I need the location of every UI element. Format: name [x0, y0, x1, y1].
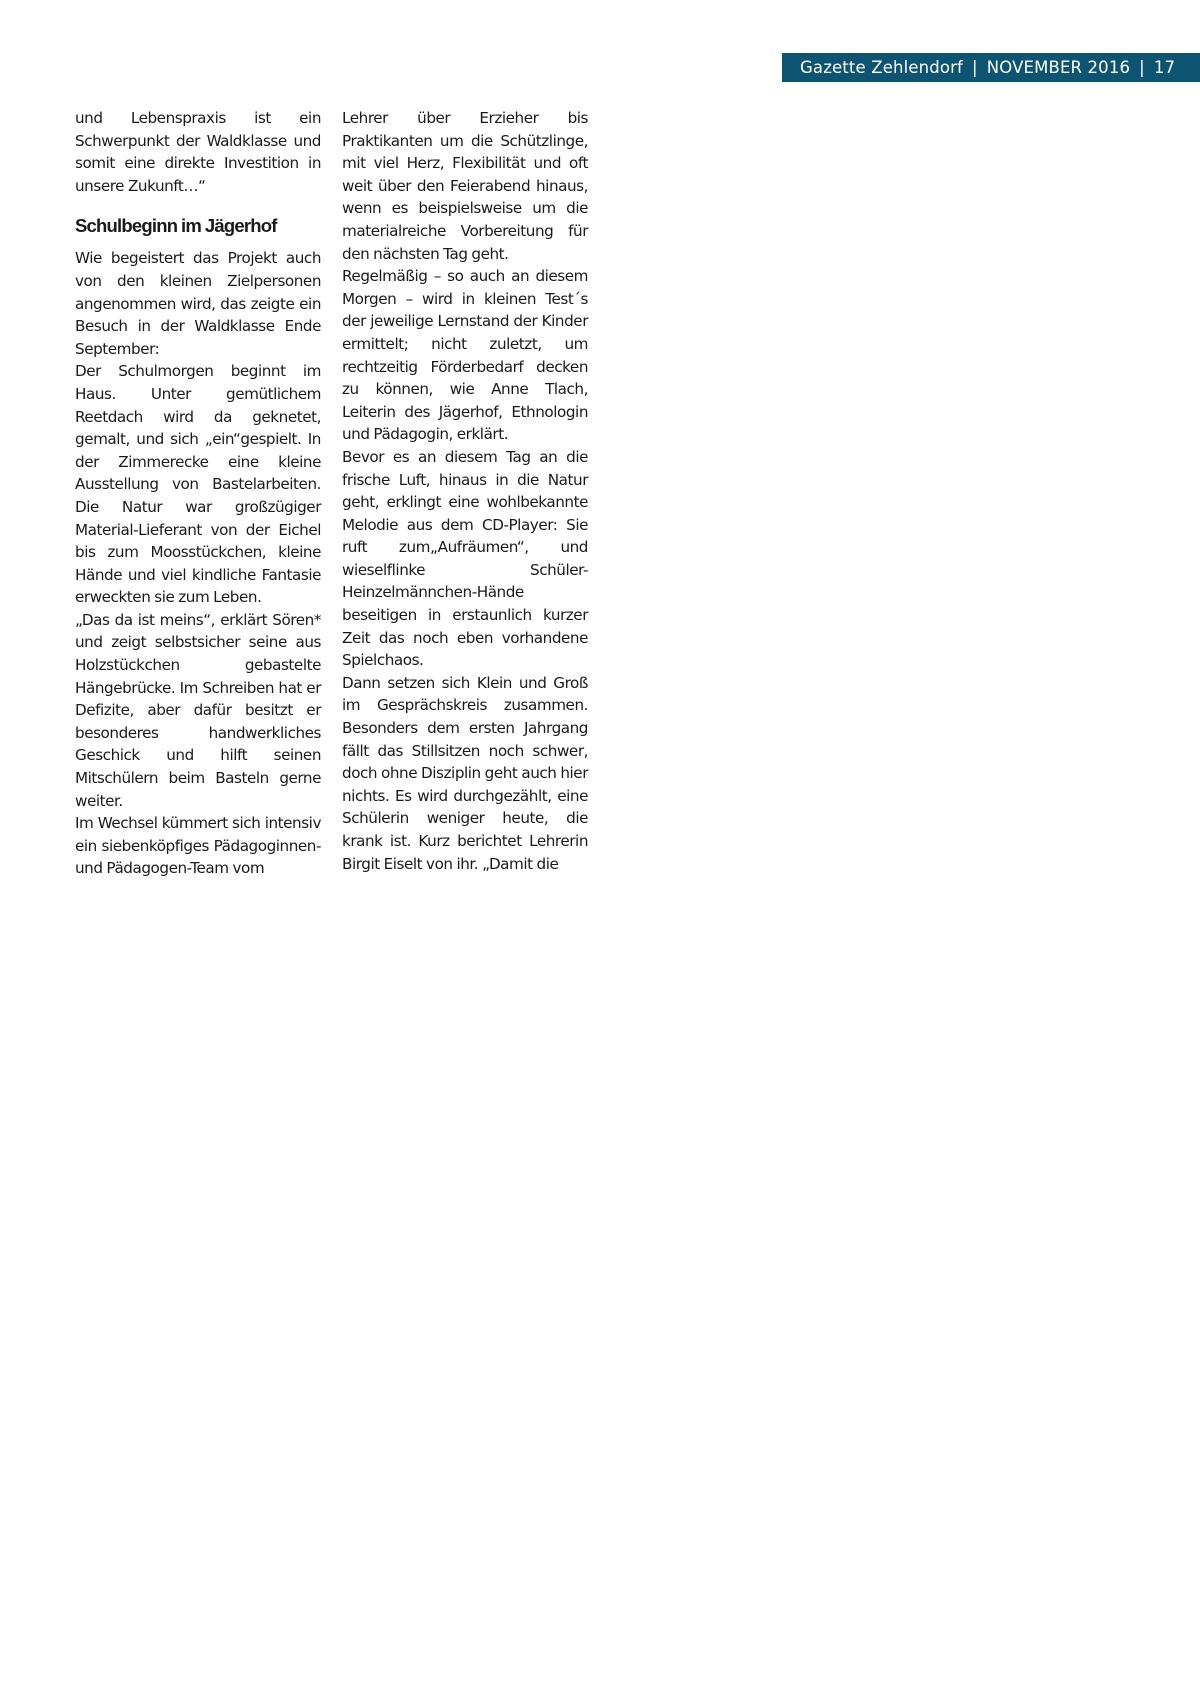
page-number: 17 [1153, 58, 1176, 77]
article-paragraph: und Lebenspraxis ist ein Schwerpunkt der Waldklasse und somit eine direkte Investition in unsere Zukunft…“ [75, 109, 321, 195]
article-paragraph: Dann setzen sich Klein und Groß im Gesprächskreis zusammen. Besonders dem ersten Jahrgang fällt das Stillsitzen noch schwer, doch ohne Disziplin geht auch hier nichts. Es wird durchgezählt, eine Schülerin weniger heute, die krank ist. Kurz berichtet Lehrerin Birgit Eiselt von ihr. „Damit die [342, 673, 588, 873]
article-paragraph: Wie begeistert das Projekt auch von den kleinen Zielpersonen angenommen wird, das zeigte ein Besuch in der Waldklasse Ende September: [75, 249, 321, 358]
article-paragraph: Der Schulmorgen beginnt im Haus. Unter gemütlichem Reetdach wird da geknetet, gemalt, und sich „ein“gespielt. In der Zimmerecke eine kleine Ausstellung von Bastelarbeiten. Die Natur war großzügiger Material-Lieferant von der Eichel bis zum Moosstückchen, kleine Hände und viel kindliche Fantasie erweckten sie zum Leben. [75, 362, 321, 607]
header-separator: | [1139, 58, 1145, 77]
article-paragraph: Regelmäßig – so auch an diesem Morgen – wird in kleinen Test´s der jeweilige Lernstand der Kinder ermittelt; nicht zuletzt, um rechtzeitig Förderbedarf decken zu können, wie Anne Tlach, Leiterin des Jägerhof, Ethnologin und Pädagogin, erklärt. [342, 267, 588, 444]
article-paragraph: Bevor es an diesem Tag an die frische Luft, hinaus in die Natur geht, erklingt eine wohlbekannte Melodie aus dem CD-Player: Sie ruft zum„Aufräumen“, und wieselflinke Schüler-Heinzelmännchen-Hände beseitigen in erstaunlich kurzer Zeit das noch eben vorhandene Spielchaos. [342, 447, 588, 670]
article-paragraph: Im Wechsel kümmert sich intensiv ein siebenköpfiges Pädagoginnen- und Pädagogen-Team vom [75, 814, 321, 878]
article-column-right [342, 107, 588, 875]
article-paragraph: Lehrer über Erzieher bis Praktikanten um die Schützlinge, mit viel Herz, Flexibilität und oft weit über den Feierabend hinaus, wenn es beispielsweise um die materialreiche Vorbereitung für den nächsten Tag geht. [342, 109, 588, 263]
issue-date: NOVEMBER 2016 [986, 58, 1131, 77]
page-header-bar [782, 53, 1200, 82]
article-paragraph: „Das da ist meins“, erklärt Sören* und zeigt selbstsicher seine aus Holzstückchen gebastelte Hängebrücke. Im Schreiben hat er Defizite, aber dafür besitzt er besonderes handwerkliches Geschick und hilft seinen Mitschülern beim Basteln gerne weiter. [75, 610, 321, 810]
publication-name: Gazette Zehlendorf [800, 58, 964, 77]
section-heading: Schulbeginn im Jägerhof [75, 215, 277, 237]
article-column-left [75, 107, 321, 880]
header-separator: | [972, 58, 978, 77]
